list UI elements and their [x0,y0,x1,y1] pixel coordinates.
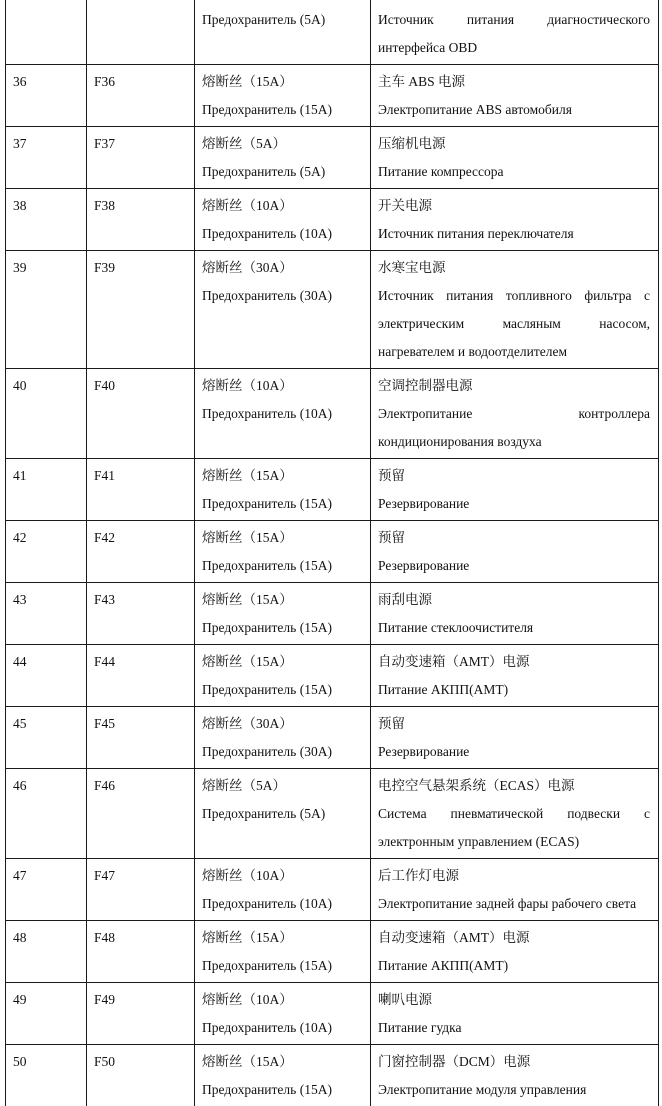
fuse-rating [195,0,371,65]
row-number: 41 [6,459,87,521]
description-ru: Питание компрессора [378,158,650,186]
fuse-code: F46 [87,769,195,859]
fuse-rating-cn: 熔断丝（15A） [202,586,364,614]
fuse-rating [195,769,371,859]
fuse-rating-cn: 熔断丝（15A） [202,524,364,552]
fuse-rating-cn: 熔断丝（15A） [202,462,364,490]
description-cn: 预留 [378,710,650,738]
description-cn: 自动变速箱（AMT）电源 [378,648,650,676]
fuse-rating-ru: Предохранитель (10A) [202,220,364,248]
fuse-code: F38 [87,189,195,251]
table-row [6,189,659,251]
fuse-code: F37 [87,127,195,189]
description-cn: 压缩机电源 [378,130,650,158]
fuse-rating-ru: Предохранитель (10A) [202,890,364,918]
fuse-description [371,769,659,859]
fuse-rating-ru: Предохранитель (5A) [202,6,364,34]
fuse-description [371,251,659,369]
fuse-code: F47 [87,859,195,921]
fuse-rating-cn: 熔断丝（10A） [202,862,364,890]
fuse-rating-ru: Предохранитель (10A) [202,1014,364,1042]
description-cn: 电控空气悬架系统（ECAS）电源 [378,772,650,800]
description-ru: Резервирование [378,490,650,518]
fuse-description [371,859,659,921]
description-ru: Питание АКПП(AMT) [378,952,650,980]
row-number: 45 [6,707,87,769]
fuse-rating-ru: Предохранитель (15A) [202,552,364,580]
table-row [6,921,659,983]
table-row [6,521,659,583]
fuse-description [371,65,659,127]
fuse-description [371,0,659,65]
description-ru: Питание стеклоочистителя [378,614,650,642]
fuse-code: F40 [87,369,195,459]
fuse-rating [195,1045,371,1106]
row-number: 42 [6,521,87,583]
fuse-rating-cn: 熔断丝（10A） [202,986,364,1014]
row-number: 49 [6,983,87,1045]
fuse-rating [195,645,371,707]
description-cn: 后工作灯电源 [378,862,650,890]
description-ru: Источник питания диагностического интерфейса OBD [378,6,650,62]
fuse-code: F49 [87,983,195,1045]
row-number: 38 [6,189,87,251]
fuse-rating-ru: Предохранитель (15A) [202,952,364,980]
row-number: 46 [6,769,87,859]
description-ru: Резервирование [378,552,650,580]
fuse-rating-cn: 熔断丝（15A） [202,1048,364,1076]
table-row [6,251,659,369]
description-cn: 预留 [378,524,650,552]
fuse-rating [195,583,371,645]
row-number: 44 [6,645,87,707]
description-cn: 开关电源 [378,192,650,220]
fuse-description [371,707,659,769]
fuse-rating-ru: Предохранитель (15A) [202,490,364,518]
table-row [6,1045,659,1106]
fuse-code: F45 [87,707,195,769]
fuse-code: F44 [87,645,195,707]
fuse-code: F36 [87,65,195,127]
fuse-description [371,1045,659,1106]
fuse-rating-ru: Предохранитель (15A) [202,1076,364,1104]
description-cn: 喇叭电源 [378,986,650,1014]
fuse-rating-cn: 熔断丝（15A） [202,648,364,676]
fuse-rating [195,707,371,769]
table-row [6,645,659,707]
fuse-rating-ru: Предохранитель (10A) [202,400,364,428]
fuse-code: F50 [87,1045,195,1106]
description-ru: Резервирование [378,738,650,766]
row-number: 50 [6,1045,87,1106]
fuse-description [371,459,659,521]
description-ru: Питание АКПП(AMT) [378,676,650,704]
fuse-rating [195,983,371,1045]
description-ru: Электропитание ABS автомобиля [378,96,650,124]
row-number: 39 [6,251,87,369]
fuse-description [371,127,659,189]
fuse-rating-cn: 熔断丝（30A） [202,254,364,282]
fuse-rating [195,127,371,189]
fuse-rating-cn: 熔断丝（10A） [202,192,364,220]
fuse-rating-ru: Предохранитель (15A) [202,96,364,124]
fuse-code [87,0,195,65]
description-cn: 雨刮电源 [378,586,650,614]
table-row [6,707,659,769]
fuse-rating [195,189,371,251]
fuse-rating-cn: 熔断丝（30A） [202,710,364,738]
fuse-rating [195,369,371,459]
fuse-description [371,369,659,459]
fuse-description [371,583,659,645]
table-row [6,583,659,645]
table-row [6,0,659,65]
description-ru: Источник питания топливного фильтра с электрическим масляным насосом, нагревателем и водоотделителем [378,282,650,366]
table-row [6,859,659,921]
fuse-rating-cn: 熔断丝（5A） [202,772,364,800]
description-ru: Электропитание контроллера кондиционирования воздуха [378,400,650,456]
fuse-rating-cn: 熔断丝（15A） [202,924,364,952]
description-ru: Система пневматической подвески с электронным управлением (ECAS) [378,800,650,856]
fuse-rating [195,65,371,127]
description-ru: Источник питания переключателя [378,220,650,248]
fuse-table [5,0,659,1106]
fuse-rating-ru: Предохранитель (15A) [202,676,364,704]
row-number: 47 [6,859,87,921]
fuse-rating-ru: Предохранитель (5A) [202,158,364,186]
fuse-code: F48 [87,921,195,983]
description-cn: 空调控制器电源 [378,372,650,400]
fuse-rating [195,921,371,983]
table-row [6,769,659,859]
description-cn: 水寒宝电源 [378,254,650,282]
fuse-rating-cn: 熔断丝（15A） [202,68,364,96]
row-number: 40 [6,369,87,459]
fuse-code: F39 [87,251,195,369]
description-ru: Питание гудка [378,1014,650,1042]
fuse-code: F42 [87,521,195,583]
fuse-rating [195,859,371,921]
fuse-rating-ru: Предохранитель (5A) [202,800,364,828]
fuse-rating-cn: 熔断丝（5A） [202,130,364,158]
row-number [6,0,87,65]
description-cn: 主车 ABS 电源 [378,68,650,96]
description-cn: 预留 [378,462,650,490]
fuse-description [371,189,659,251]
table-row [6,65,659,127]
fuse-rating-ru: Предохранитель (30A) [202,738,364,766]
fuse-description [371,983,659,1045]
row-number: 37 [6,127,87,189]
fuse-rating-ru: Предохранитель (15A) [202,614,364,642]
description-ru: Электропитание задней фары рабочего света [378,890,650,918]
description-cn: 门窗控制器（DCM）电源 [378,1048,650,1076]
fuse-description [371,645,659,707]
table-row [6,369,659,459]
fuse-code: F43 [87,583,195,645]
fuse-code: F41 [87,459,195,521]
fuse-description [371,521,659,583]
description-ru: Электропитание модуля управления [378,1076,650,1104]
fuse-rating [195,521,371,583]
row-number: 36 [6,65,87,127]
table-row [6,127,659,189]
fuse-rating-ru: Предохранитель (30A) [202,282,364,310]
fuse-rating-cn: 熔断丝（10A） [202,372,364,400]
fuse-description [371,921,659,983]
fuse-rating [195,251,371,369]
description-cn: 自动变速箱（AMT）电源 [378,924,650,952]
fuse-rating [195,459,371,521]
table-row [6,983,659,1045]
row-number: 48 [6,921,87,983]
table-row [6,459,659,521]
row-number: 43 [6,583,87,645]
